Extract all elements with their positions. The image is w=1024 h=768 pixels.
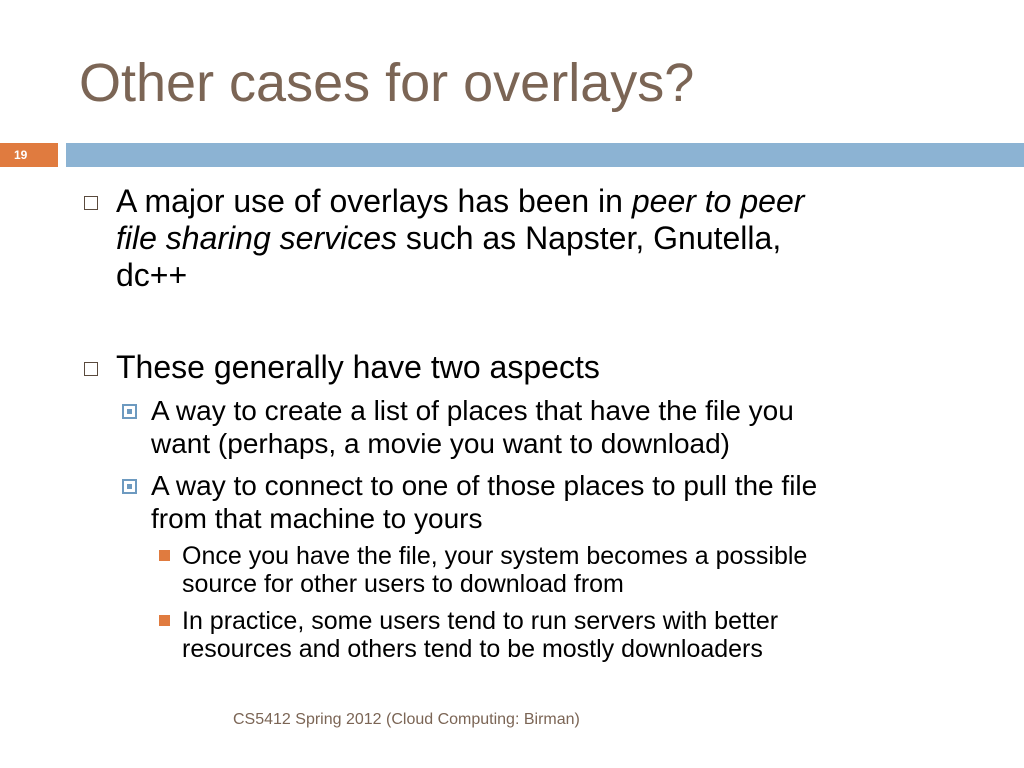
sub-bullet-2-1-line-1: A way to create a list of places that have the file you [151, 395, 794, 426]
open-square-bullet-icon [84, 362, 98, 376]
title-accent-bar [66, 143, 1024, 167]
orange-square-bullet-icon [159, 550, 170, 561]
sub-bullet-2-2-line-1: A way to connect to one of those places to pull the file [151, 470, 818, 501]
sub-sub-bullet-2-line-2: resources and others tend to be mostly downloaders [182, 635, 763, 663]
orange-square-bullet-icon [159, 615, 170, 626]
sub-sub-bullet-2-line-1: In practice, some users tend to run servers with better [182, 607, 779, 635]
slide-number: 19 [14, 148, 28, 162]
blue-square-bullet-icon [122, 404, 137, 419]
open-square-bullet-icon [84, 196, 98, 210]
slide-number-badge [0, 143, 58, 167]
bullet-1-italic-a: peer to peer [631, 183, 805, 219]
sub-sub-bullet-1-line-2: source for other users to download from [182, 570, 624, 598]
sub-sub-bullet-1-line-1: Once you have the file, your system becomes a possible [182, 542, 808, 570]
bullet-1-italic-b: file sharing services [116, 220, 397, 256]
bullet-1-line-1 [116, 183, 804, 220]
bullet-1-line-2 [116, 220, 781, 257]
sub-bullet-2-1-line-2: want (perhaps, a movie you want to download) [151, 428, 730, 459]
slide-title: Other cases for overlays? [79, 53, 695, 113]
bullet-2-line-1: These generally have two aspects [116, 349, 600, 385]
blue-square-bullet-icon [122, 479, 137, 494]
sub-bullet-2-2-line-2: from that machine to yours [151, 503, 483, 534]
bullet-1-line-3: dc++ [116, 257, 188, 293]
bullet-1-text-b: such as Napster, Gnutella, [397, 220, 782, 256]
slide-footer: CS5412 Spring 2012 (Cloud Computing: Birman) [233, 711, 580, 728]
bullet-1-text-a: A major use of overlays has been in [116, 183, 632, 219]
